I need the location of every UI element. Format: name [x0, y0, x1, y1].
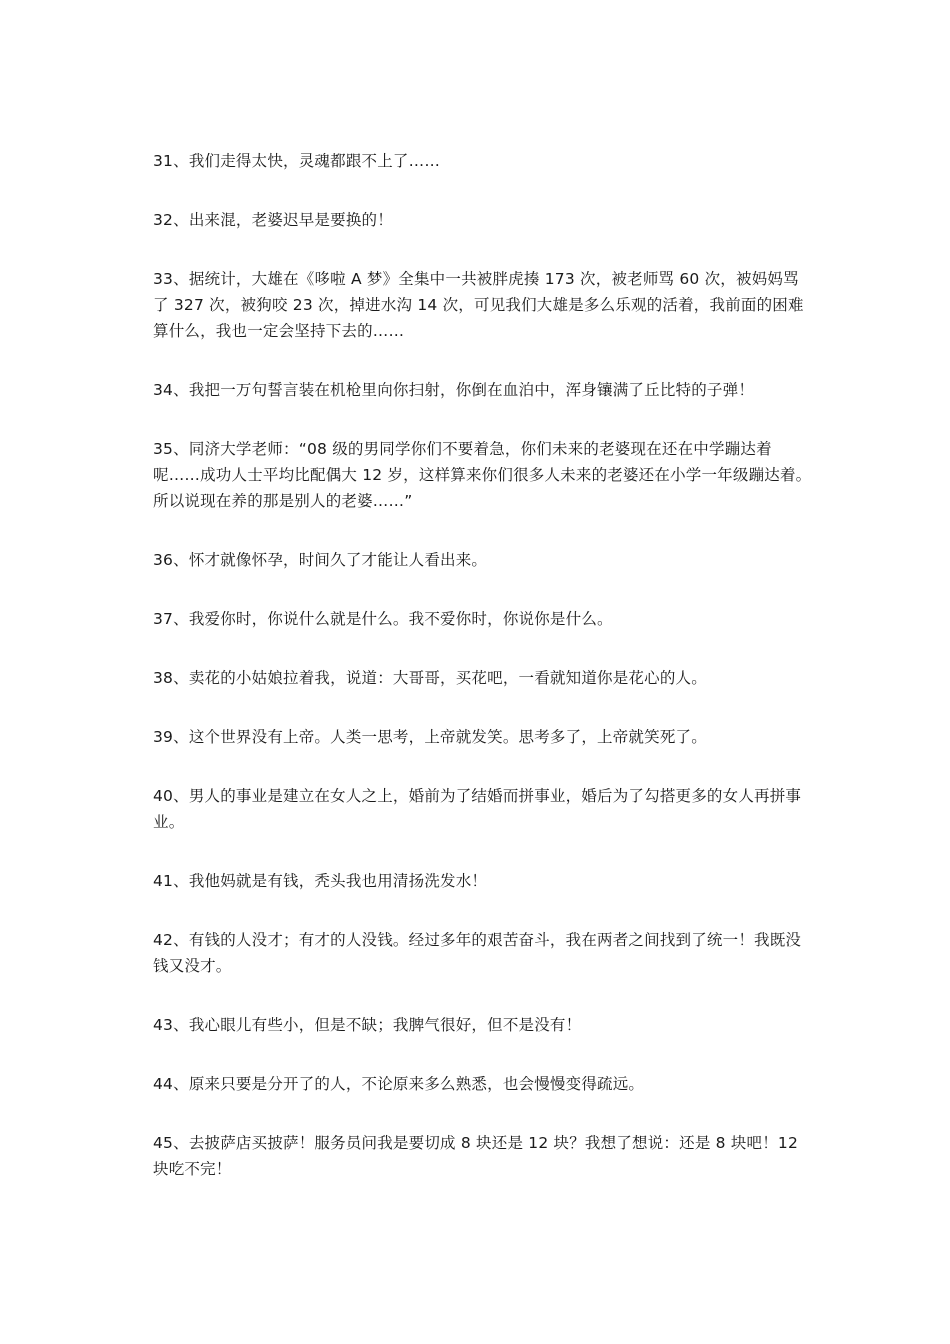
paragraph-45: 45、去披萨店买披萨！服务员问我是要切成 8 块还是 12 块？我想了想说：还是 8 块吧！12 块吃不完！: [153, 1134, 799, 1178]
paragraph-38: 38、卖花的小姑娘拉着我，说道：大哥哥，买花吧，一看就知道你是花心的人。: [153, 669, 707, 687]
paragraph-43: 43、我心眼儿有些小，但是不缺；我脾气很好，但不是没有！: [153, 1016, 582, 1034]
document-body: [153, 148, 813, 1182]
paragraph-40: 40、男人的事业是建立在女人之上，婚前为了结婚而拼事业，婚后为了勾搭更多的女人再拼事业。: [153, 787, 802, 831]
paragraph-44: 44、原来只要是分开了的人，不论原来多么熟悉，也会慢慢变得疏远。: [153, 1075, 645, 1093]
paragraph-31: 31、我们走得太快，灵魂都跟不上了……: [153, 152, 441, 170]
paragraph-41: 41、我他妈就是有钱，秃头我也用清扬洗发水！: [153, 872, 488, 890]
paragraph-37: 37、我爱你时，你说什么就是什么。我不爱你时，你说你是什么。: [153, 610, 613, 628]
paragraph-39: 39、这个世界没有上帝。人类一思考，上帝就发笑。思考多了，上帝就笑死了。: [153, 728, 707, 746]
paragraph-33: 33、据统计，大雄在《哆啦 A 梦》全集中一共被胖虎揍 173 次，被老师骂 60 次，被妈妈骂了 327 次，被狗咬 23 次，掉进水沟 14 次，可见我们大雄是多么乐观的活着，我前面的困难算什么，我也一定会坚持下去的……: [153, 270, 804, 340]
paragraph-36: 36、怀才就像怀孕，时间久了才能让人看出来。: [153, 551, 488, 569]
paragraph-35: 35、同济大学老师：“08 级的男同学你们不要着急，你们未来的老婆现在还在中学蹦达着呢……成功人士平均比配偶大 12 岁，这样算来你们很多人未来的老婆还在小学一年级蹦达着。所以说现在养的那是别人的老婆……”: [153, 440, 812, 510]
paragraph-34: 34、我把一万句誓言装在机枪里向你扫射，你倒在血泊中，浑身镶满了丘比特的子弹！: [153, 381, 755, 399]
paragraph-42: 42、有钱的人没才；有才的人没钱。经过多年的艰苦奋斗，我在两者之间找到了统一！我既没钱又没才。: [153, 931, 802, 975]
paragraph-32: 32、出来混，老婆迟早是要换的！: [153, 211, 393, 229]
